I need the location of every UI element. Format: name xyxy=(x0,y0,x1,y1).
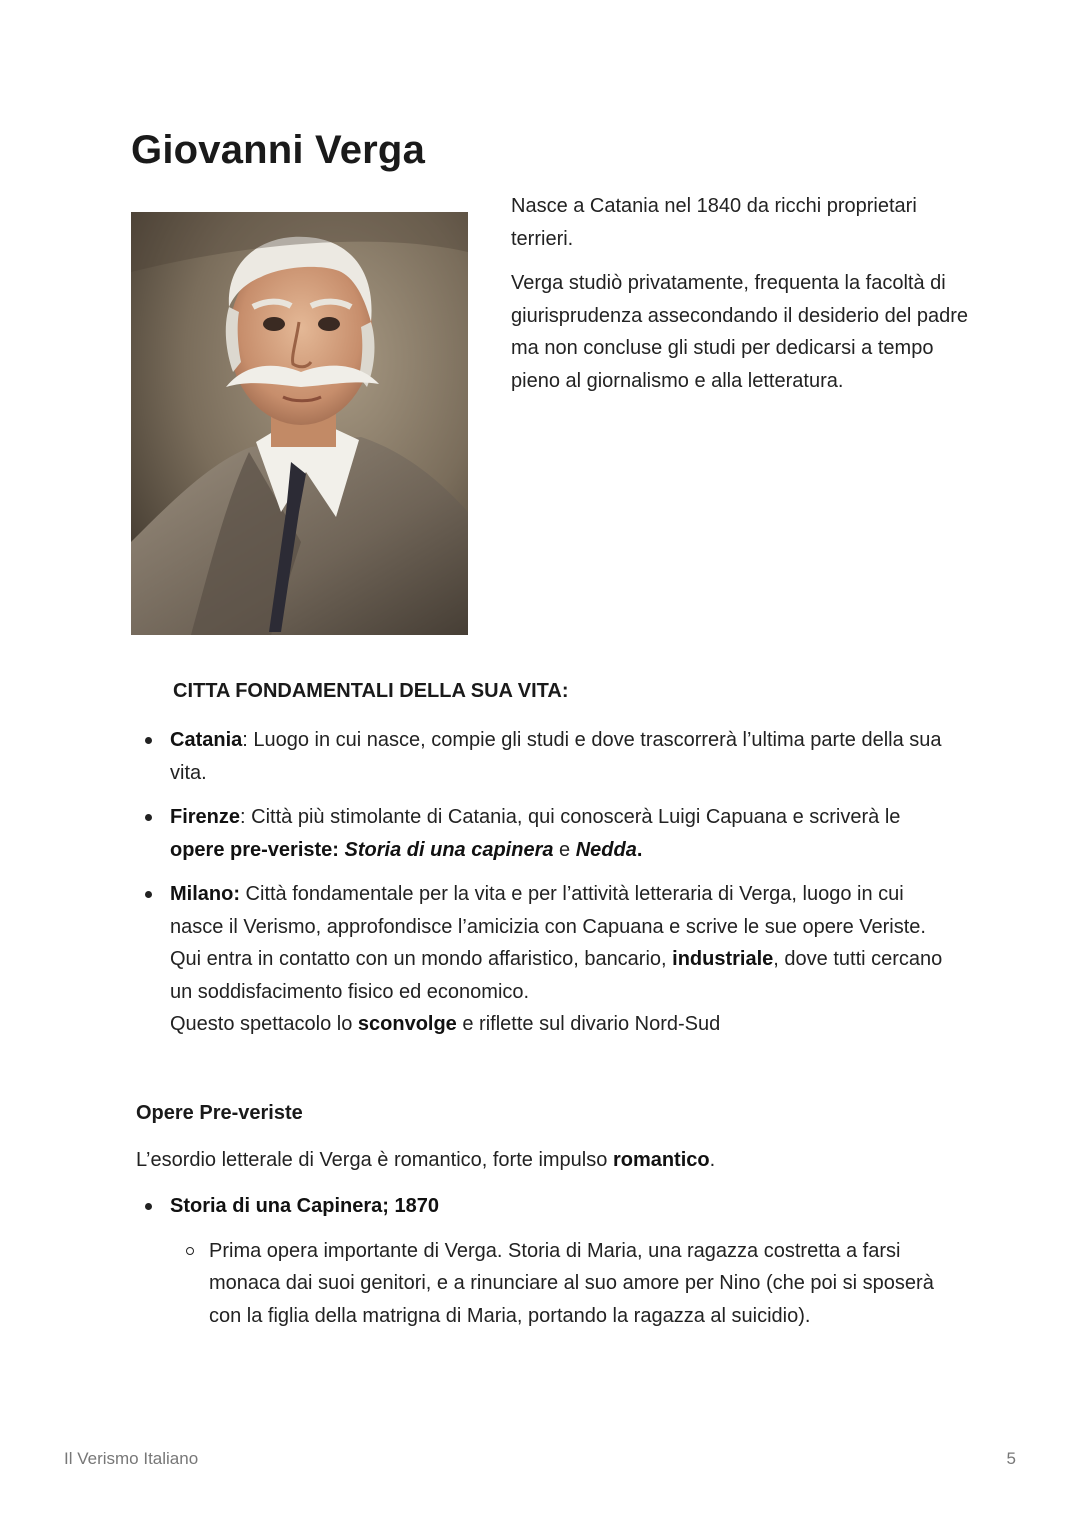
city-text-catania: : Luogo in cui nasce, compie gli studi e dove trascorrerà l’ultima parte della sua vita. xyxy=(170,729,942,784)
portrait-image xyxy=(131,212,468,635)
list-item-catania xyxy=(0,724,960,789)
biography xyxy=(511,190,971,409)
work-title: Storia di una Capinera; 1870 xyxy=(170,1195,439,1217)
city-text-milano-4: e riflette sul divario Nord-Sud xyxy=(456,1013,721,1035)
city-name-milano: Milano: xyxy=(170,883,240,905)
bio-paragraph-birth: Nasce a Catania nel 1840 da ricchi proprietari terrieri. xyxy=(511,195,917,250)
portrait-painting xyxy=(131,212,468,635)
list-item-work-description xyxy=(0,1235,949,1333)
opere-intro xyxy=(136,1144,715,1177)
city-text-milano-2: , dove tutti cercano un soddisfacimento fisico ed economico. xyxy=(170,948,943,1003)
bold-romantico: romantico xyxy=(612,1149,710,1171)
city-name-firenze: Firenze xyxy=(170,806,241,828)
bold-opere-pre-veriste: opere pre-veriste: xyxy=(170,838,339,861)
city-text-firenze: : Città più stimolante di Catania, qui conoscerà Luigi Capuana e scriverà le xyxy=(240,806,901,828)
cities-list xyxy=(0,724,1080,1053)
list-item-milano xyxy=(0,878,960,1041)
city-text-milano: Città fondamentale per la vita e per l’attività letteraria di Verga, luogo in cui nasce il Verismo, approfondisce l’amicizia con Capuana e scrive le sue opere Veriste. Qui entra in contatto con un mondo affaristico, bancario, xyxy=(170,883,926,970)
list-item-firenze xyxy=(0,801,960,866)
sub-bullet-icon xyxy=(186,1247,194,1255)
bullet-icon xyxy=(145,1203,152,1210)
bullet-icon xyxy=(145,814,152,821)
bold-industriale: industriale xyxy=(672,948,774,970)
bold-sconvolge: sconvolge xyxy=(357,1013,457,1035)
opere-intro-end: . xyxy=(709,1149,716,1171)
opere-heading: Opere Pre-veriste xyxy=(136,1102,303,1124)
bio-paragraph-studies: Verga studiò privatamente, frequenta la facoltà di giurisprudenza assecondando il desiderio del padre ma non concluse gli studi per dedicarsi a tempo pieno al giornalismo e alla letteratura. xyxy=(511,272,968,392)
conjunction-text: e xyxy=(553,838,576,861)
footer-doc-title: Il Verismo Italiano xyxy=(64,1449,199,1468)
sentence-end: . xyxy=(636,838,643,861)
cities-heading: CITTA FONDAMENTALI DELLA SUA VITA: xyxy=(173,680,569,702)
city-text-milano-3: Questo spettacolo lo xyxy=(170,1013,358,1035)
page-number: 5 xyxy=(1006,1449,1016,1468)
opere-intro-text: L’esordio letterale di Verga è romantico, forte impulso xyxy=(136,1149,613,1171)
bullet-icon xyxy=(145,891,152,898)
work-description: Prima opera importante di Verga. Storia di Maria, una ragazza costretta a farsi monaca dai suoi genitori, e a rinunciare al suo amore per Nino (che poi si sposerà con la figlia della matrigna di Maria, portando la ragazza al suicidio). xyxy=(209,1239,934,1327)
page-title: Giovanni Verga xyxy=(131,128,426,172)
list-item-work xyxy=(0,1190,960,1223)
city-name-catania: Catania xyxy=(170,729,243,751)
work-title-storia: Storia di una capinera xyxy=(344,838,554,861)
bullet-icon xyxy=(145,737,152,744)
works-list xyxy=(0,1190,1080,1332)
work-title-nedda: Nedda xyxy=(575,838,637,861)
